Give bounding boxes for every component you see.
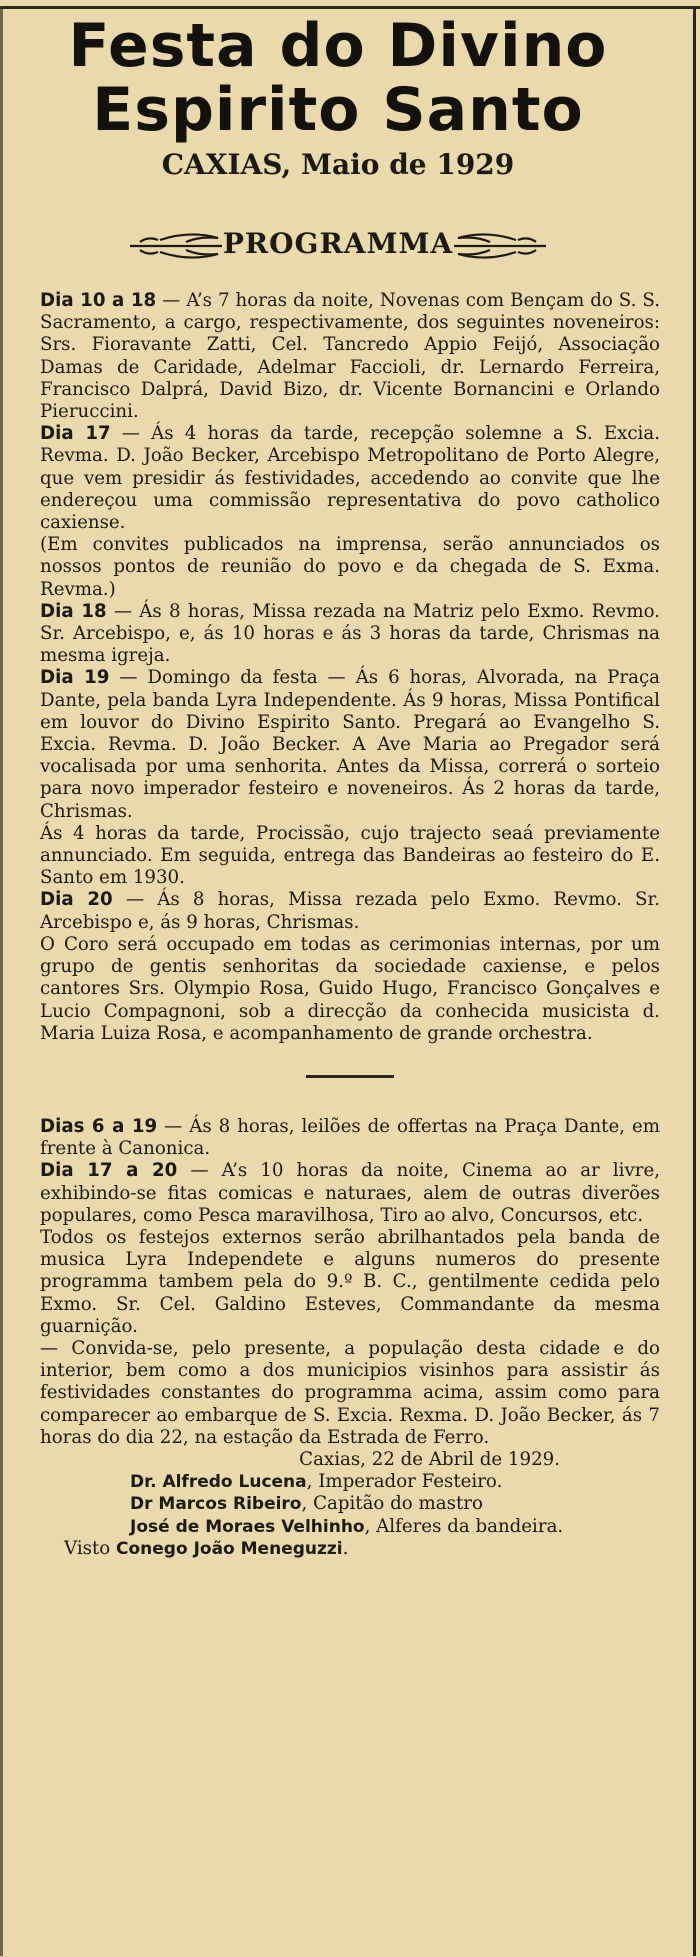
title-line-2: Espirito Santo (92, 75, 584, 145)
program-entry-dia-19: Dia 19 — Domingo da festa — Ás 6 horas, Alvorada, na Praça Dante, pela banda Lyra Independente. Ás 9 horas, Missa Pontifical em louvor do Divino Espirito Santo. Pregará ao Evangelho S. Excia. Revma. D. João Becker. A Ave Maria ao Pregador será vocalisada por uma senhorita. Antes da Missa, correrá o sorteio para novo imperador festeiro e noveneiros. Ás 2 horas da tarde, Chrismas. (40, 667, 660, 822)
section-divider (306, 1075, 394, 1078)
program-note-convites: (Em convites publicados na imprensa, serão annunciados os nossos pontos de reunião do povo e da chegada de S. Exma. Revma.) (40, 534, 660, 600)
left-border (0, 6, 3, 1956)
programma-banner (100, 222, 576, 268)
top-rule (0, 6, 700, 9)
closing-date: Caxias, 22 de Abril de 1929. (299, 1448, 560, 1470)
signer-2: Dr Marcos Ribeiro, Capitão do mastro (130, 1493, 483, 1515)
program-note-coro: O Coro será occupado em todas as cerimonias internas, por um grupo de gentis senhoritas da sociedade caxiense, e pelos cantores Srs. Olympio Rosa, Guido Hugo, Francisco Gonçalves e Lucio Compagnoni, sob a direcção da conhecida musicista d. Maria Luiza Rosa, e acompanhamento de grande orchestra. (40, 933, 660, 1044)
title-line-1: Festa do Divino (68, 11, 608, 81)
program-entry-dia-10-18: Dia 10 a 18 — A’s 7 horas da noite, Novenas com Bençam do S. S. Sacramento, a cargo, respectivamente, dos seguintes noveneiros: Srs. Fioravante Zatti, Cel. Tancredo Appio Feijó, Associação Damas de Caridade, Adelmar Faccioli, dr. Lernardo Ferreira, Francisco Dalprá, David Bizo, dr. Vicente Bornancini e Orlando Pieruccini. (40, 290, 660, 423)
program-entry-dia-18: Dia 18 — Ás 8 horas, Missa rezada na Matriz pelo Exmo. Revmo. Sr. Arcebispo, e, ás 10 horas e ás 3 horas da tarde, Chrismas na mesma igreja. (40, 600, 660, 667)
program-body (40, 290, 660, 1560)
banner-title: PROGRAMMA (222, 227, 454, 260)
external-entry-dia-17-20: Dia 17 a 20 — A’s 10 horas da noite, Cinema ao ar livre, exhibindo-se fitas comicas e naturaes, alem de outras diverões populares, como Pesca maravilhosa, Tiro ao alvo, Concursos, etc. (40, 1160, 660, 1226)
program-note-procissao: Ás 4 horas da tarde, Procissão, cujo trajecto seaá previamente annunciado. Em seguida, entrega das Bandeiras ao festeiro do E. Santo em 1930. (40, 822, 660, 889)
header (0, 11, 676, 182)
program-entry-dia-17: Dia 17 — Ás 4 horas da tarde, recepção solemne a S. Excia. Revma. D. João Becker, Arcebispo Metropolitano de Porto Alegre, que vem presidir ás festividades, accedendo ao convite que lhe endereçou uma commissão representativa do povo catholico caxiense. (40, 423, 660, 534)
external-note-convida: — Convida-se, pelo presente, a população desta cidade e do interior, bem como a dos municipios visinhos para assistir ás festividades constantes do programma acima, assim como para comparecer ao embarque de S. Excia. Rexma. D. João Becker, ás 7 horas do dia 22, na estação da Estrada de Ferro. (40, 1337, 660, 1448)
right-border (693, 6, 696, 1956)
program-entry-dia-20: Dia 20 — Ás 8 horas, Missa rezada pelo Exmo. Revmo. Sr. Arcebispo e, ás 9 horas, Chrismas. (40, 889, 660, 933)
subtitle: CAXIAS, Maio de 1929 (161, 148, 515, 181)
visto-line: Visto Conego João Meneguzzi. (64, 1537, 349, 1559)
signer-3: José de Moraes Velhinho, Alferes da bandeira. (130, 1515, 564, 1537)
external-entry-dias-6-19: Dias 6 a 19 — Ás 8 horas, leilões de offertas na Praça Dante, em frente à Canonica. (40, 1115, 660, 1160)
signer-1: Dr. Alfredo Lucena, Imperador Festeiro. (130, 1471, 503, 1493)
external-note-festejos: Todos os festejos externos serão abrilhantados pela banda de musica Lyra Independete e alguns numeros do presente programma tambem pela do 9.º B. C., gentilmente cedida pelo Exmo. Sr. Cel. Galdino Esteves, Commandante da mesma guarnição. (40, 1226, 660, 1337)
